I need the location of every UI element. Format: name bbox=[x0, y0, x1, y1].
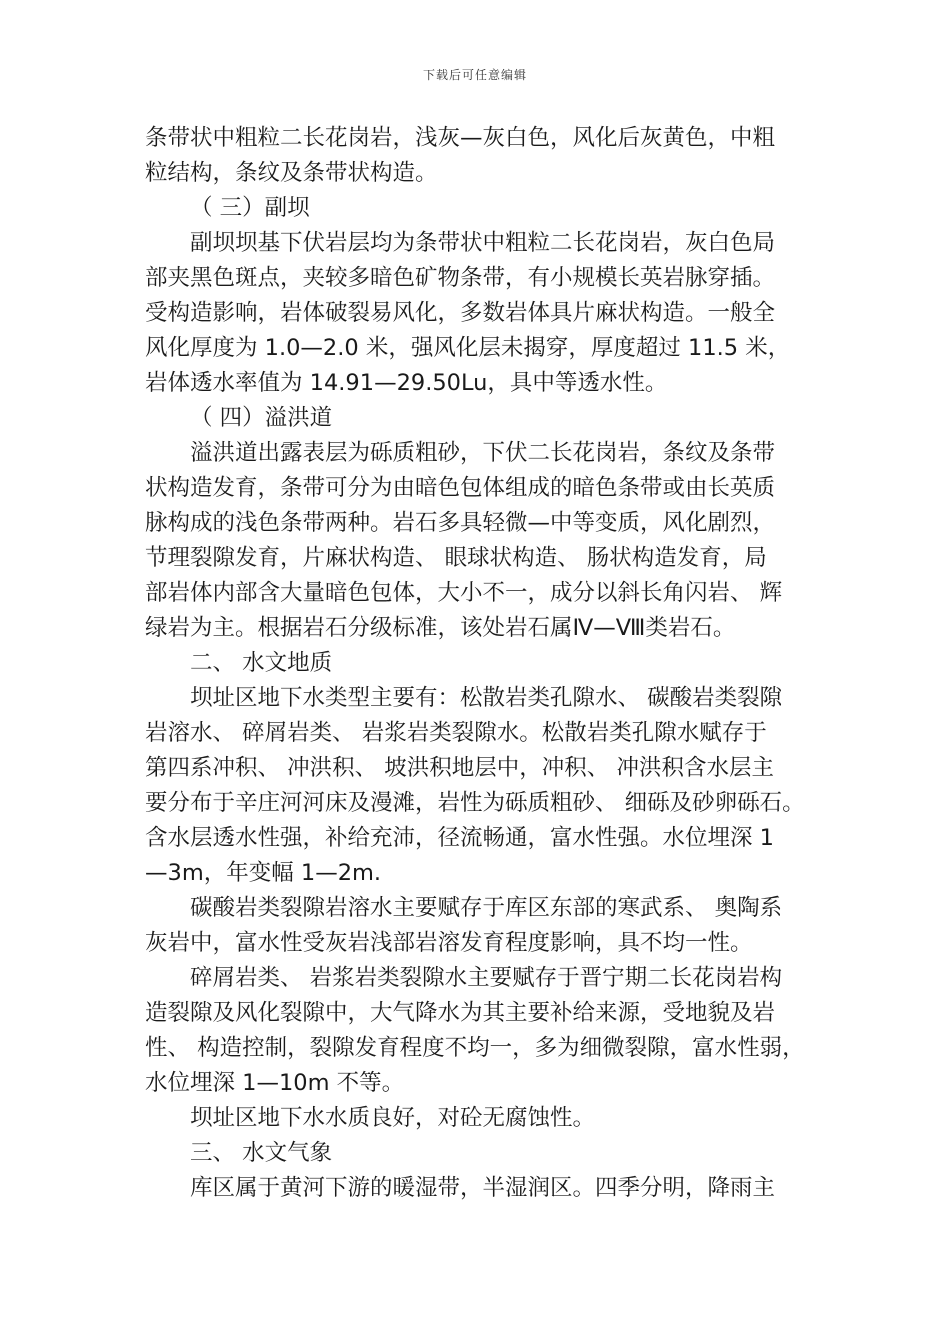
section-heading-spillway: （ 四）溢洪道 bbox=[190, 405, 333, 431]
text-line: 水位埋深 1—10m 不等。 bbox=[145, 1070, 405, 1096]
text-line: 碳酸岩类裂隙岩溶水主要赋存于库区东部的寒武系、 奥陶系 bbox=[190, 895, 783, 921]
text-line: 绿岩为主。根据岩石分级标准，该处岩石属Ⅳ—Ⅷ类岩石。 bbox=[145, 615, 736, 641]
text-line: 含水层透水性强，补给充沛，径流畅通，富水性强。水位埋深 1 bbox=[145, 825, 774, 851]
text-line: 灰岩中，富水性受灰岩浅部岩溶发育程度影响，具不均一性。 bbox=[145, 930, 753, 956]
section-heading-hydrogeology: 二、 水文地质 bbox=[190, 650, 333, 676]
text-line: 坝址区地下水类型主要有：松散岩类孔隙水、 碳酸岩类裂隙 bbox=[190, 685, 783, 711]
text-line: 部岩体内部含大量暗色包体，大小不一，成分以斜长角闪岩、 辉 bbox=[145, 580, 783, 606]
text-line: 溢洪道出露表层为砾质粗砂，下伏二长花岗岩，条纹及条带 bbox=[190, 440, 776, 466]
text-line: 条带状中粗粒二长花岗岩，浅灰—灰白色，风化后灰黄色，中粗 bbox=[145, 125, 776, 151]
section-heading-sub-dam: （ 三）副坝 bbox=[190, 195, 310, 221]
text-line: 副坝坝基下伏岩层均为条带状中粗粒二长花岗岩，灰白色局 bbox=[190, 230, 776, 256]
text-line: 风化厚度为 1.0—2.0 米，强风化层未揭穿，厚度超过 11.5 米， bbox=[145, 335, 791, 361]
text-line: 碎屑岩类、 岩浆岩类裂隙水主要赋存于晋宁期二长花岗岩构 bbox=[190, 965, 783, 991]
text-line: 坝址区地下水水质良好，对砼无腐蚀性。 bbox=[190, 1105, 596, 1131]
text-line: 粒结构，条纹及条带状构造。 bbox=[145, 160, 438, 186]
text-line: 节理裂隙发育，片麻状构造、 眼球状构造、 肠状构造发育，局 bbox=[145, 545, 767, 571]
text-line: 状构造发育，条带可分为由暗色包体组成的暗色条带或由长英质 bbox=[145, 475, 776, 501]
body-text bbox=[145, 121, 815, 1206]
page-header: 下载后可任意编辑 bbox=[422, 68, 527, 82]
text-line: 第四系冲积、 冲洪积、 坡洪积地层中，冲积、 冲洪积含水层主 bbox=[145, 755, 774, 781]
text-line: 库区属于黄河下游的暖湿带，半湿润区。四季分明，降雨主 bbox=[190, 1175, 776, 1201]
text-line: 性、 构造控制，裂隙发育程度不均一，多为细微裂隙，富水性弱， bbox=[145, 1035, 805, 1061]
text-line: 岩体透水率值为 14.91—29.50Lu，具中等透水性。 bbox=[145, 370, 668, 396]
text-line: 脉构成的浅色条带两种。岩石多具轻微—中等变质，风化剧烈， bbox=[145, 510, 776, 536]
text-line: 部夹黑色斑点，夹较多暗色矿物条带，有小规模长英岩脉穿插。 bbox=[145, 265, 776, 291]
text-line: —3m，年变幅 1—2m. bbox=[145, 860, 382, 886]
section-heading-hydrometeorology: 三、 水文气象 bbox=[190, 1140, 333, 1166]
text-line: 造裂隙及风化裂隙中，大气降水为其主要补给来源，受地貌及岩 bbox=[145, 1000, 776, 1026]
text-line: 要分布于辛庄河河床及漫滩，岩性为砾质粗砂、 细砾及砂卵砾石。 bbox=[145, 790, 805, 816]
text-line: 岩溶水、 碎屑岩类、 岩浆岩类裂隙水。松散岩类孔隙水赋存于 bbox=[145, 720, 767, 746]
text-line: 受构造影响，岩体破裂易风化，多数岩体具片麻状构造。一般全 bbox=[145, 300, 776, 326]
